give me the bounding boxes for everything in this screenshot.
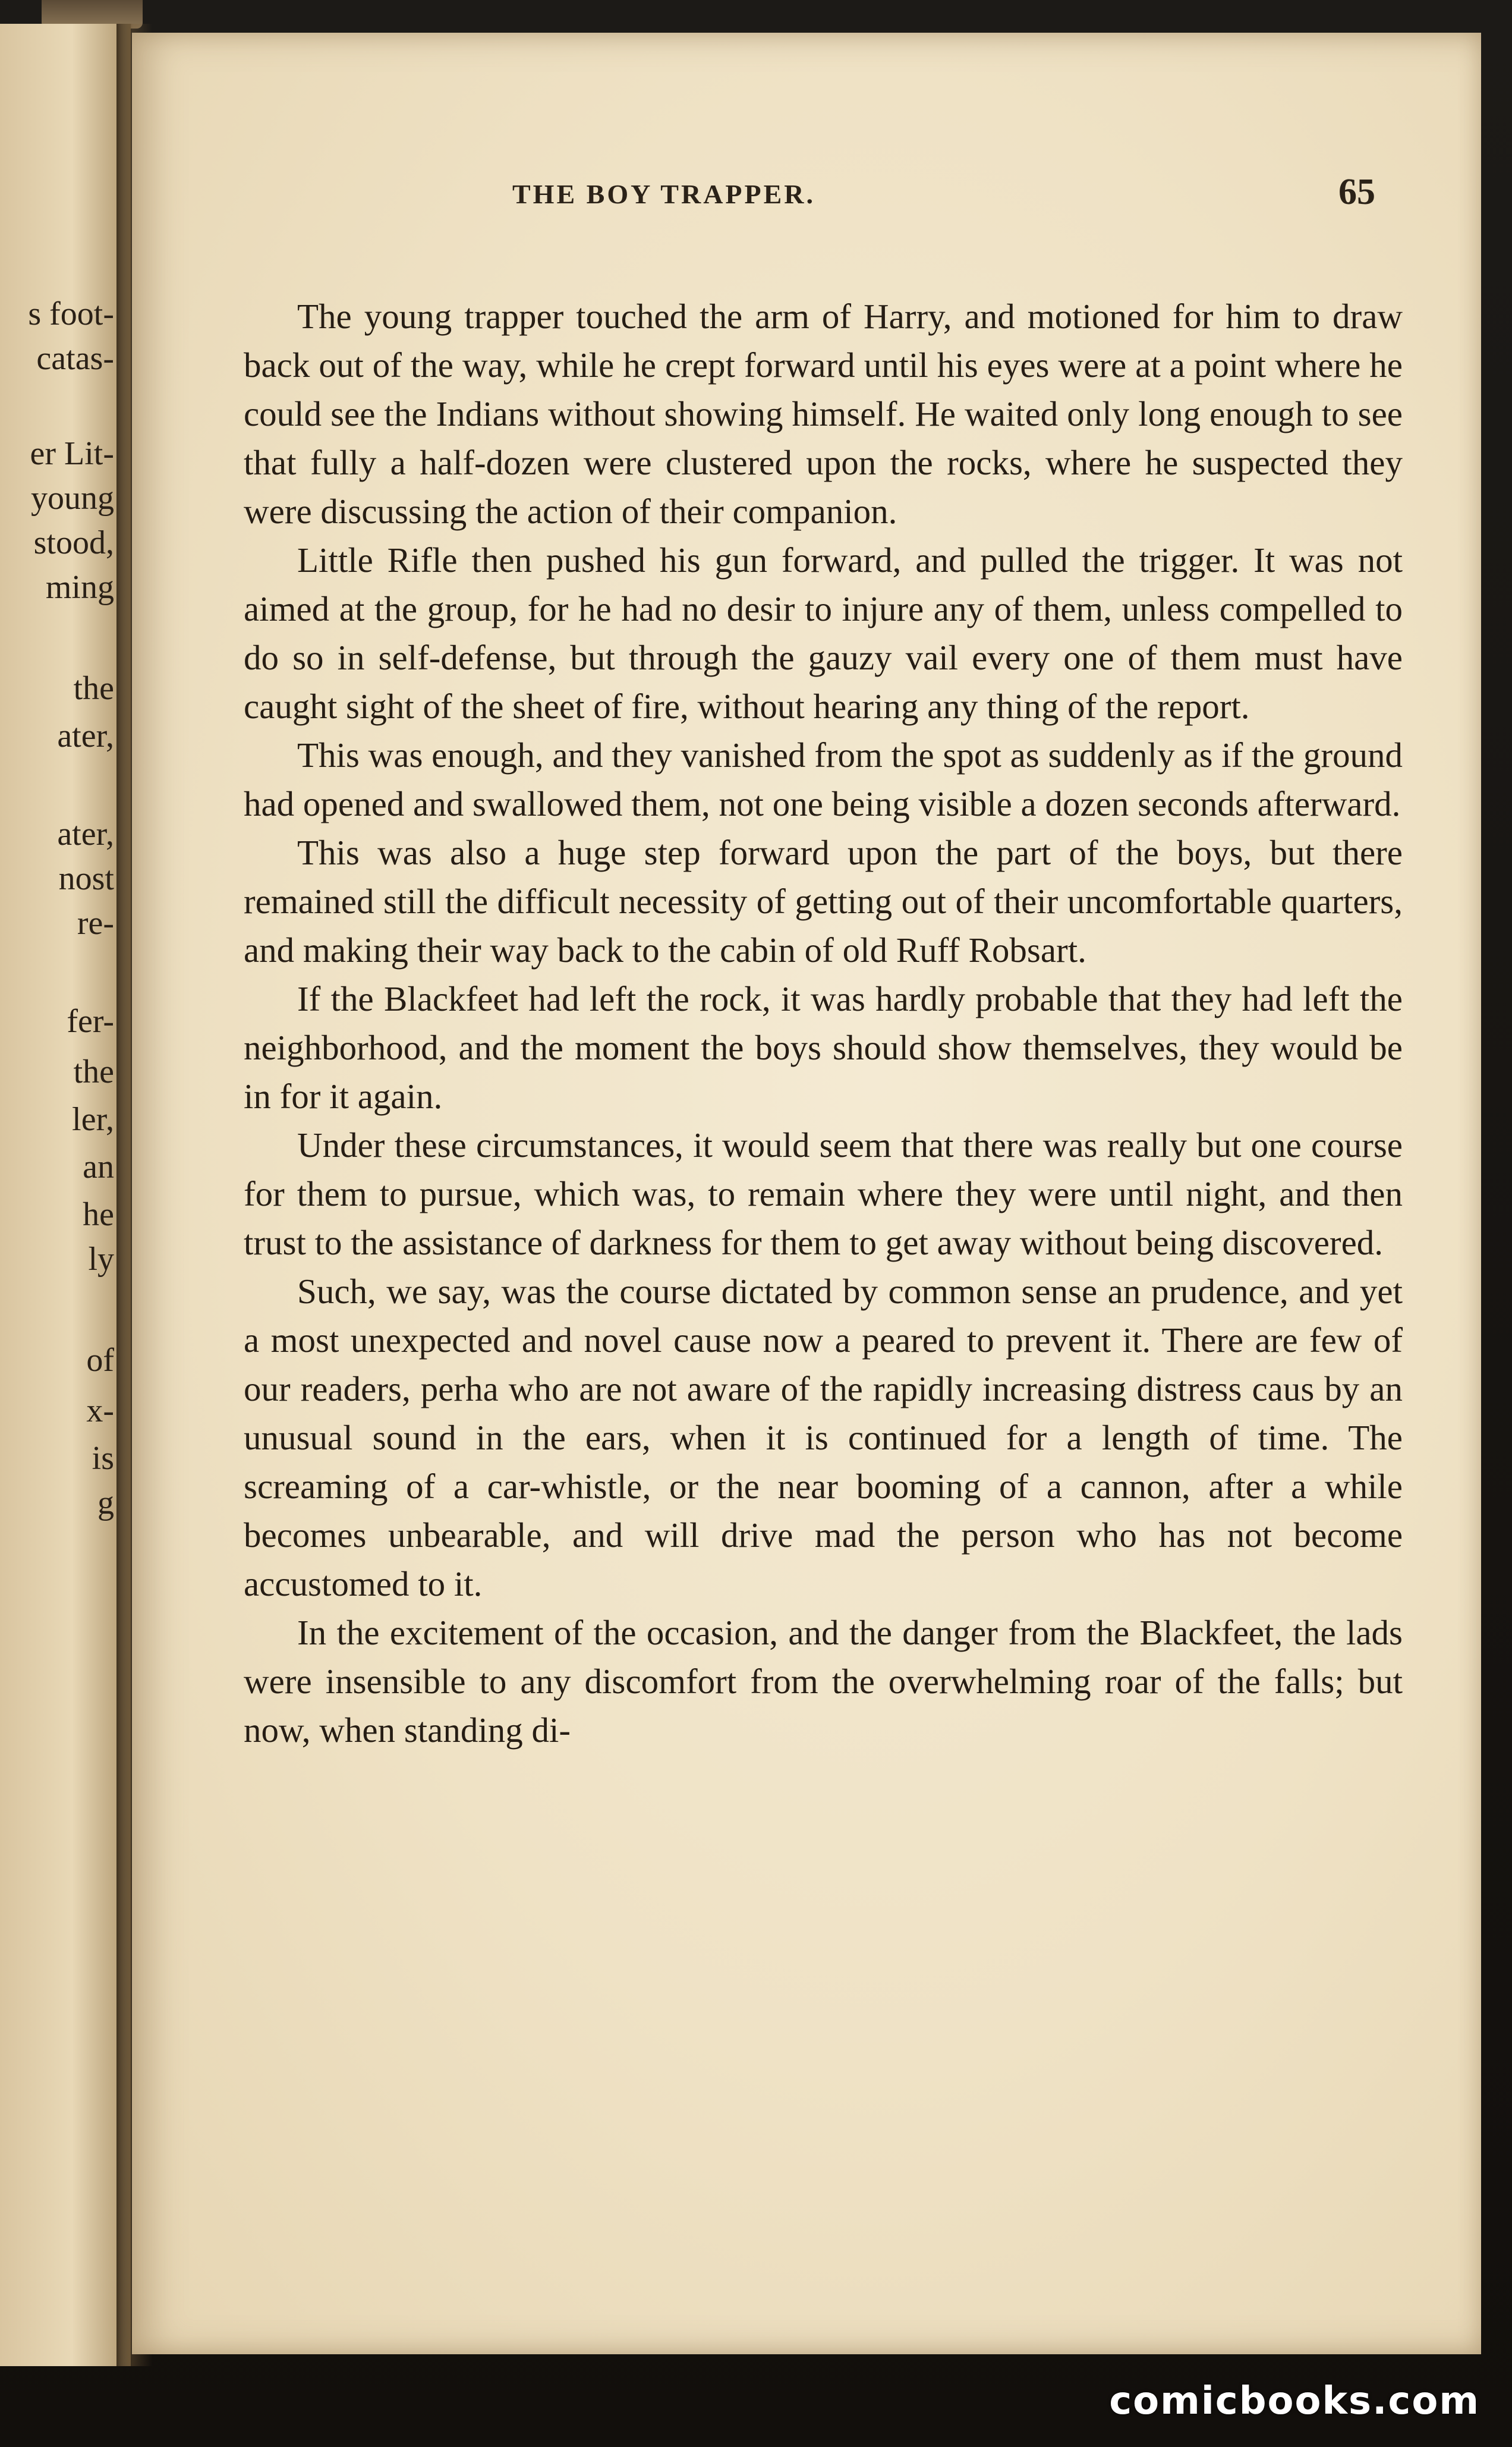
left-page-fragment: an xyxy=(83,1149,114,1185)
left-page-fragment: fer- xyxy=(67,1003,114,1040)
paragraph: This was enough, and they vanished from the spot as suddenly as if the ground had opened and swallowed them, not one being visible a dozen seconds afterward. xyxy=(244,735,1403,823)
left-page-fragment: ly xyxy=(88,1241,114,1278)
left-page-fragment: ler, xyxy=(72,1101,114,1138)
body-text xyxy=(244,292,1403,1754)
left-page-fragment: young xyxy=(31,480,114,517)
left-page-fragment: he xyxy=(83,1196,114,1233)
paragraph: Such, we say, was the course dictated by common sense an prudence, and yet a most unexpected and novel cause now a peared to prevent it. There are few of our readers, perha who are not aware of the rapidly increasing distress caus by an unusual sound in the ears, when it is continued for a length of time. The screaming of a car-whistle, or the near booming of a cannon, after a while becomes unbearable, and will drive mad the person who has not become accustomed to it. xyxy=(244,1272,1403,1603)
left-page-fragment: catas- xyxy=(36,340,114,377)
left-page-fragment: the xyxy=(73,670,114,707)
left-page-fragment: of xyxy=(86,1342,114,1379)
left-page-fragment: re- xyxy=(77,905,114,942)
left-page-fragment: g xyxy=(97,1484,114,1521)
running-head-title: THE BOY TRAPPER. xyxy=(512,179,816,209)
left-page-fragment: nost xyxy=(58,860,114,897)
left-page-edge xyxy=(0,24,131,2366)
paragraph: Little Rifle then pushed his gun forward, and pulled the trigger. It was not aimed at the group, for he had no desir to injure any of them, unless compelled to do so in self-defense, but through the gauzy vail every one of them must have caught sight of the sheet of fire, without hearing any thing of the report. xyxy=(244,540,1403,726)
left-page-fragment: ater, xyxy=(57,816,114,853)
book-page xyxy=(132,33,1481,2354)
paragraph: If the Blackfeet had left the rock, it was hardly probable that they had left the neighborhood, and the moment the boys should show themselves, they would be in for it again. xyxy=(244,979,1403,1116)
left-page-fragment: s foot- xyxy=(28,295,114,332)
watermark: comicbooks.com xyxy=(1109,2379,1480,2423)
paragraph: This was also a huge step forward upon the part of the boys, but there remained still the difficult necessity of getting out of their uncomfortable quarters, and making their way back to the cabin of old Ruff Robsart. xyxy=(244,833,1403,970)
left-page-fragment: the xyxy=(73,1053,114,1090)
left-page-fragment: ming xyxy=(45,569,114,606)
page-number: 65 xyxy=(1338,172,1375,212)
left-page-fragment: er Lit- xyxy=(30,435,114,472)
paragraph: The young trapper touched the arm of Harry, and motioned for him to draw back out of the way, while he crept forward until his eyes were at a point where he could see the Indians without showing himself. He waited only long enough to see that fully a half-dozen were clustered upon the rocks, where he suspected they were discussing the action of their companion. xyxy=(244,297,1403,531)
left-page-fragment: x- xyxy=(86,1392,114,1429)
paragraph: Under these circumstances, it would seem that there was really but one course for them to pursue, which was, to remain where they were until night, and then trust to the assistance of darkness for them to get away without being discovered. xyxy=(244,1125,1403,1262)
left-page-fragment: stood, xyxy=(33,524,114,561)
running-head xyxy=(132,172,1481,226)
paragraph: In the excitement of the occasion, and the danger from the Blackfeet, the lads were insensible to any discomfort from the overwhelming roar of the falls; but now, when standing di- xyxy=(244,1613,1403,1750)
left-page-fragment: is xyxy=(92,1440,114,1477)
left-page-fragment: ater, xyxy=(57,718,114,754)
